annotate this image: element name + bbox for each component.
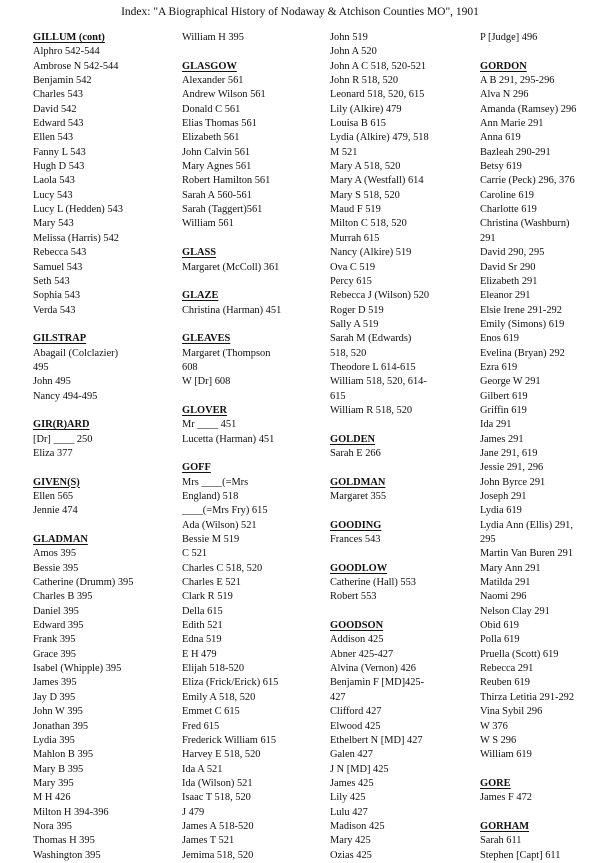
index-entry: Mahlon B 395 bbox=[33, 749, 94, 761]
index-entry: Ida (Wilson) 521 bbox=[182, 777, 253, 789]
index-entry: Sophia 543 bbox=[33, 290, 81, 302]
index-entry: England) 518 bbox=[182, 491, 239, 502]
index-entry: Carrie (Peck) 296, 376 bbox=[480, 175, 575, 187]
index-entry: Charles E 521 bbox=[182, 577, 241, 589]
section-gap bbox=[182, 275, 330, 289]
index-entry: Anna 619 bbox=[480, 132, 521, 144]
index-entry: William 619 bbox=[480, 749, 532, 761]
index-entry: Rebecca 543 bbox=[33, 247, 87, 259]
section-gap bbox=[330, 418, 478, 432]
index-entry: Nora 395 bbox=[33, 820, 72, 832]
index-entry: Amos 395 bbox=[33, 548, 77, 560]
surname-heading: GLASS bbox=[182, 247, 217, 259]
index-entry: Leonard 518, 520, 615 bbox=[330, 89, 425, 101]
index-entry: Lydia Ann (Ellis) 291, bbox=[480, 519, 573, 531]
index-entry: Griffin 619 bbox=[480, 404, 527, 416]
index-entry: Madison 425 bbox=[330, 820, 385, 832]
index-entry: Charlotte 619 bbox=[480, 204, 537, 216]
index-entry: Eliza (Frick/Erick) 615 bbox=[182, 677, 279, 689]
index-entry: Washington 395 bbox=[33, 849, 101, 861]
surname-heading: GILSTRAP bbox=[33, 333, 87, 345]
index-column-1 bbox=[33, 31, 181, 863]
index-entry: James 395 bbox=[33, 677, 77, 689]
index-entry: Mrs ____(=Mrs bbox=[182, 476, 249, 488]
index-entry: Milton C 518, 520 bbox=[330, 218, 407, 230]
index-entry: Sarah M (Edwards) bbox=[330, 333, 412, 345]
section-gap bbox=[330, 547, 478, 561]
index-entry: ____(=Mrs Fry) 615 bbox=[182, 505, 268, 517]
section-gap bbox=[330, 504, 478, 518]
index-entry: John A 520 bbox=[330, 46, 377, 58]
index-entry: Murrah 615 bbox=[330, 232, 380, 244]
index-entry: Vina Sybil 296 bbox=[480, 706, 543, 718]
section-gap bbox=[33, 318, 181, 332]
surname-heading: GLADMAN bbox=[33, 534, 88, 546]
index-entry: Lucetta (Harman) 451 bbox=[182, 433, 275, 445]
section-gap bbox=[33, 404, 181, 418]
index-entry: John 519 bbox=[330, 32, 368, 43]
index-entry: Fred 615 bbox=[182, 720, 220, 732]
index-entry: Lydia 395 bbox=[33, 734, 75, 746]
index-entry: C 521 bbox=[182, 548, 208, 560]
section-gap bbox=[182, 232, 330, 246]
index-entry: Nancy 494-495 bbox=[33, 390, 98, 402]
section-gap bbox=[480, 763, 600, 777]
index-entry: Mary 543 bbox=[33, 218, 74, 230]
index-entry: Donald C 561 bbox=[182, 103, 241, 115]
index-entry: Pruella (Scott) 619 bbox=[480, 648, 559, 660]
index-entry: Mary 425 bbox=[330, 835, 371, 847]
index-entry: John Byrce 291 bbox=[480, 476, 546, 488]
index-entry: Margaret (McColl) 361 bbox=[182, 261, 280, 273]
index-entry: J 479 bbox=[182, 806, 205, 818]
section-gap bbox=[33, 519, 181, 533]
index-entry: Lydia (Alkire) 479, 518 bbox=[330, 132, 429, 144]
section-gap bbox=[480, 45, 600, 59]
index-entry: J N [MD] 425 bbox=[330, 763, 389, 775]
index-entry: P [Judge] 496 bbox=[480, 32, 538, 43]
index-entry: Mary A 518, 520 bbox=[330, 161, 401, 173]
index-entry: David 542 bbox=[33, 103, 77, 115]
index-entry: Catherine (Hall) 553 bbox=[330, 577, 416, 589]
index-entry: Emily A 518, 520 bbox=[182, 691, 256, 703]
index-entry: Gilbert 619 bbox=[480, 390, 528, 402]
surname-heading: GORE bbox=[480, 777, 511, 789]
index-entry: John Calvin 561 bbox=[182, 146, 251, 158]
index-entry: Alphro 542-544 bbox=[33, 46, 100, 58]
index-entry: Addison 425 bbox=[330, 634, 384, 646]
surname-heading: GOFF bbox=[182, 462, 211, 474]
index-entry: Mary Agnes 561 bbox=[182, 161, 252, 173]
surname-heading: GORDON bbox=[480, 60, 527, 72]
index-entry: Amanda (Ramsey) 296 bbox=[480, 103, 577, 115]
index-entry: Martin Van Buren 291 bbox=[480, 548, 574, 560]
index-entry: 518, 520 bbox=[330, 347, 367, 359]
index-entry: Ellen 543 bbox=[33, 132, 74, 144]
index-entry: Jay D 395 bbox=[33, 691, 76, 703]
index-entry: Caroline 619 bbox=[480, 189, 534, 201]
index-entry: James T 521 bbox=[182, 835, 235, 847]
index-entry: Elijah 518-520 bbox=[182, 663, 245, 675]
index-entry: Edward 543 bbox=[33, 118, 84, 130]
index-entry: Betsy 619 bbox=[480, 161, 522, 173]
index-entry: Alvina (Vernon) 426 bbox=[330, 663, 416, 675]
index-entry: Ellen 565 bbox=[33, 491, 74, 502]
index-entry: Clifford 427 bbox=[330, 706, 382, 718]
index-entry: Jemima 518, 520 bbox=[182, 849, 254, 861]
section-gap bbox=[182, 318, 330, 332]
index-entry: Mary B 395 bbox=[33, 763, 84, 775]
index-entry: Laola 543 bbox=[33, 175, 75, 187]
index-entry: Ethelbert N [MD] 427 bbox=[330, 734, 423, 746]
surname-heading: GOLDMAN bbox=[330, 476, 386, 488]
index-entry: Andrew Wilson 561 bbox=[182, 89, 266, 101]
index-entry: Mary Ann 291 bbox=[480, 562, 541, 574]
index-entry: Edith 521 bbox=[182, 620, 223, 632]
index-entry: Lydia 619 bbox=[480, 505, 522, 517]
index-entry: Roger D 519 bbox=[330, 304, 384, 316]
index-entry: Eliza 377 bbox=[33, 447, 73, 459]
index-entry: Elizabeth 291 bbox=[480, 275, 538, 287]
index-entry: Isaac T 518, 520 bbox=[182, 792, 251, 804]
index-entry: Rebecca J (Wilson) 520 bbox=[330, 290, 430, 302]
index-entry: Daniel 395 bbox=[33, 605, 79, 617]
index-entry: Ada (Wilson) 521 bbox=[182, 519, 257, 531]
surname-heading: GORHAM bbox=[480, 820, 530, 832]
section-gap bbox=[330, 461, 478, 475]
index-entry: Reuben 619 bbox=[480, 677, 530, 689]
section-gap bbox=[480, 806, 600, 820]
index-entry: Margaret (Thompson bbox=[182, 347, 271, 359]
index-entry: Benjamin F [MD]425- bbox=[330, 677, 425, 689]
index-column-3 bbox=[330, 31, 478, 863]
index-entry: Emmet C 615 bbox=[182, 706, 240, 718]
index-entry: Naomi 296 bbox=[480, 591, 527, 603]
surname-heading: GOODSON bbox=[330, 620, 384, 632]
index-entry: Ozias 425 bbox=[330, 849, 372, 861]
index-entry: Mary A (Westfall) 614 bbox=[330, 175, 424, 187]
index-entry: Sally A 519 bbox=[330, 318, 379, 330]
index-entry: Eleanor 291 bbox=[480, 290, 531, 302]
index-entry: Emily (Simons) 619 bbox=[480, 318, 565, 330]
section-gap bbox=[33, 461, 181, 475]
index-entry: Frances 543 bbox=[330, 534, 381, 546]
index-entry: David 290, 295 bbox=[480, 247, 545, 259]
index-entry: Sarah A 560-561 bbox=[182, 189, 252, 201]
index-entry: James F 472 bbox=[480, 792, 532, 804]
index-entry: Frank 395 bbox=[33, 634, 76, 646]
surname-heading: GLEAVES bbox=[182, 333, 231, 345]
index-entry: Robert 553 bbox=[330, 591, 377, 603]
index-entry: Elsie Irene 291-292 bbox=[480, 304, 562, 316]
index-entry: Elizabeth 561 bbox=[182, 132, 240, 144]
index-entry: Jonathan 395 bbox=[33, 720, 89, 732]
index-entry: Catherine (Drumm) 395 bbox=[33, 577, 134, 589]
index-entry: Jennie 474 bbox=[33, 505, 78, 517]
index-entry: Clark R 519 bbox=[182, 591, 233, 603]
index-column-2 bbox=[182, 31, 330, 863]
index-entry: Lucy 543 bbox=[33, 189, 73, 201]
surname-heading: GIVEN(S) bbox=[33, 476, 80, 488]
index-entry: Seth 543 bbox=[33, 275, 70, 287]
index-entry: James A 518-520 bbox=[182, 820, 254, 832]
index-entry: Ezra 619 bbox=[480, 361, 518, 373]
index-entry: John 495 bbox=[33, 376, 71, 388]
index-entry: Enos 619 bbox=[480, 333, 519, 345]
index-entry: Lily 425 bbox=[330, 792, 366, 804]
index-entry: Evelina (Bryan) 292 bbox=[480, 347, 565, 359]
surname-heading: GIR(R)ARD bbox=[33, 419, 90, 431]
index-entry: George W 291 bbox=[480, 376, 541, 388]
index-entry: Nancy (Alkire) 519 bbox=[330, 247, 412, 259]
index-entry: Mary S 518, 520 bbox=[330, 189, 400, 201]
index-entry: Sarah 611 bbox=[480, 835, 522, 847]
index-entry: Ann Marie 291 bbox=[480, 118, 544, 130]
index-entry: Ambrose N 542-544 bbox=[33, 60, 119, 72]
index-entry: James 291 bbox=[480, 433, 524, 445]
index-entry: 295 bbox=[480, 534, 496, 546]
index-entry: William H 395 bbox=[182, 32, 244, 43]
index-entry: Ova C 519 bbox=[330, 261, 376, 273]
index-entry: Grace 395 bbox=[33, 648, 76, 660]
index-entry: M H 426 bbox=[33, 792, 71, 804]
surname-heading: GOODLOW bbox=[330, 562, 388, 574]
index-entry: Polla 619 bbox=[480, 634, 520, 646]
index-entry: Galen 427 bbox=[330, 749, 373, 761]
index-entry: Louisa B 615 bbox=[330, 118, 386, 130]
index-entry: Margaret 355 bbox=[330, 491, 387, 502]
section-gap bbox=[330, 605, 478, 619]
index-entry: Robert Hamilton 561 bbox=[182, 175, 271, 187]
index-entry: Frederick William 615 bbox=[182, 734, 277, 746]
index-entry: Rebecca 291 bbox=[480, 663, 534, 675]
index-entry: Elias Thomas 561 bbox=[182, 118, 257, 130]
index-entry: William 518, 520, 614- bbox=[330, 376, 427, 388]
index-entry: Alva N 296 bbox=[480, 89, 529, 101]
index-entry: Charles C 518, 520 bbox=[182, 562, 263, 574]
index-entry: 291 bbox=[480, 232, 496, 244]
index-entry: James 425 bbox=[330, 777, 374, 789]
index-entry: Christina (Washburn) bbox=[480, 218, 570, 230]
index-entry: Benjamin 542 bbox=[33, 75, 92, 87]
index-entry: W [Dr] 608 bbox=[182, 376, 231, 388]
index-entry: John R 518, 520 bbox=[330, 75, 399, 87]
index-entry: W 376 bbox=[480, 720, 508, 732]
index-entry: Lucy L (Hedden) 543 bbox=[33, 204, 123, 216]
index-entry: Hugh D 543 bbox=[33, 161, 85, 173]
index-entry: M 521 bbox=[330, 146, 358, 158]
index-entry: Charles 543 bbox=[33, 89, 83, 101]
index-entry: Nelson Clay 291 bbox=[480, 605, 550, 617]
index-entry: Verda 543 bbox=[33, 304, 76, 316]
index-entry: W S 296 bbox=[480, 734, 517, 746]
index-entry: Bessie M 519 bbox=[182, 534, 240, 546]
index-entry: 495 bbox=[33, 361, 49, 373]
index-entry: Harvey E 518, 520 bbox=[182, 749, 261, 761]
index-entry: A B 291, 295-296 bbox=[480, 75, 555, 87]
index-entry: Edna 519 bbox=[182, 634, 222, 646]
index-entry: Ida 291 bbox=[480, 419, 512, 431]
index-entry: Alexander 561 bbox=[182, 75, 244, 87]
index-entry: John A C 518, 520-521 bbox=[330, 60, 427, 72]
index-entry: Ida A 521 bbox=[182, 763, 223, 775]
index-entry: David Sr 290 bbox=[480, 261, 536, 273]
surname-heading: GLOVER bbox=[182, 404, 228, 416]
index-entry: Elwood 425 bbox=[330, 720, 381, 732]
index-entry: 608 bbox=[182, 361, 198, 373]
index-entry: Lulu 427 bbox=[330, 806, 368, 818]
index-entry: William R 518, 520 bbox=[330, 404, 413, 416]
index-entry: Obid 619 bbox=[480, 620, 519, 632]
index-entry: Joseph 291 bbox=[480, 491, 527, 502]
index-entry: Jane 291, 619 bbox=[480, 447, 538, 459]
section-gap bbox=[182, 45, 330, 59]
index-entry: Edward 395 bbox=[33, 620, 84, 632]
surname-heading: GILLUM (cont) bbox=[33, 32, 105, 43]
index-entry: Bazleah 290-291 bbox=[480, 146, 551, 158]
index-entry: Stephen [Capt] 611 bbox=[480, 849, 561, 861]
page-title: Index: "A Biographical History of Nodaway & Atchison Counties MO", 1901 bbox=[121, 6, 479, 18]
index-entry: Milton H 394-396 bbox=[33, 806, 109, 818]
section-gap bbox=[182, 447, 330, 461]
index-entry: Bessie 395 bbox=[33, 562, 79, 574]
surname-heading: GOODING bbox=[330, 519, 382, 531]
index-entry: Samuel 543 bbox=[33, 261, 83, 273]
index-entry: Theodore L 614-615 bbox=[330, 361, 416, 373]
index-entry: Melissa (Harris) 542 bbox=[33, 232, 119, 244]
surname-heading: GLAZE bbox=[182, 290, 219, 302]
index-entry: John W 395 bbox=[33, 706, 83, 718]
index-column-4 bbox=[480, 31, 600, 863]
surname-heading: GLASGOW bbox=[182, 60, 237, 72]
index-entry: Isabel (Whipple) 395 bbox=[33, 663, 122, 675]
index-entry: Mary 395 bbox=[33, 777, 74, 789]
index-entry: Sarah (Taggert)561 bbox=[182, 204, 263, 216]
index-entry: [Dr] ____ 250 bbox=[33, 433, 93, 445]
index-entry: Thomas H 395 bbox=[33, 835, 95, 847]
index-entry: Lily (Alkire) 479 bbox=[330, 103, 402, 115]
index-entry: Della 615 bbox=[182, 605, 223, 617]
index-entry: E H 479 bbox=[182, 648, 217, 660]
index-entry: William 561 bbox=[182, 218, 234, 230]
index-entry: Percy 615 bbox=[330, 275, 372, 287]
index-entry: Thirza Letitia 291-292 bbox=[480, 691, 575, 703]
index-entry: Matilda 291 bbox=[480, 577, 531, 589]
index-entry: Fanny L 543 bbox=[33, 146, 86, 158]
index-entry: Charles B 395 bbox=[33, 591, 93, 603]
index-entry: Abagail (Colclazier) bbox=[33, 347, 119, 359]
section-gap bbox=[182, 390, 330, 404]
index-entry: Christina (Harman) 451 bbox=[182, 304, 282, 316]
index-entry: Maud F 519 bbox=[330, 204, 381, 216]
index-entry: 615 bbox=[330, 390, 346, 402]
index-entry: Abner 425-427 bbox=[330, 648, 394, 660]
index-entry: 427 bbox=[330, 691, 346, 703]
surname-heading: GOLDEN bbox=[330, 433, 376, 445]
index-entry: Sarah E 266 bbox=[330, 447, 381, 459]
index-entry: Jessie 291, 296 bbox=[480, 462, 544, 474]
index-entry: Mr ____ 451 bbox=[182, 419, 237, 431]
